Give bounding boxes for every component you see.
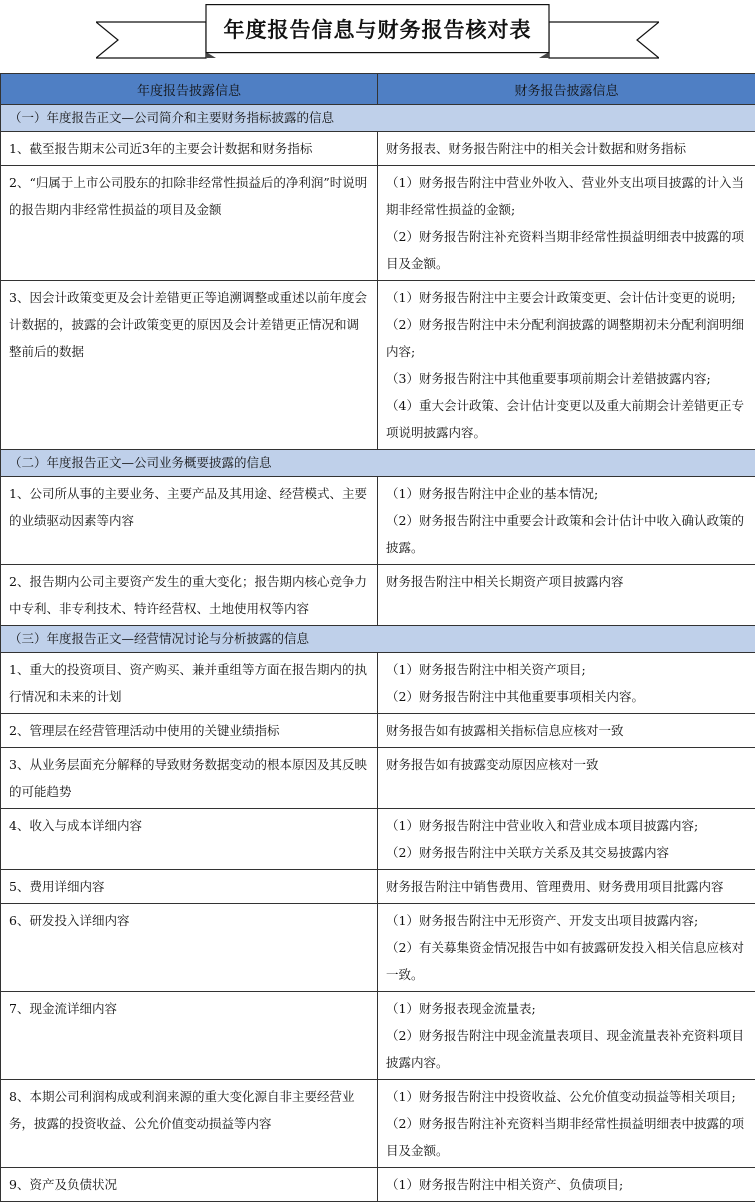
section-heading-row	[1, 626, 755, 653]
annual-report-cell: 2、管理层在经营管理活动中使用的关键业绩指标	[1, 714, 378, 748]
financial-report-item: （1）财务报告附注中主要会计政策变更、会计估计变更的说明;	[386, 284, 747, 311]
financial-report-item: 财务报表、财务报告附注中的相关会计数据和财务指标	[386, 135, 747, 162]
title-banner	[96, 4, 659, 60]
financial-report-item: （3）财务报告附注中其他重要事项前期会计差错披露内容;	[386, 365, 747, 392]
table-row	[1, 653, 755, 714]
section-heading-row	[1, 450, 755, 477]
financial-report-cell	[378, 748, 755, 809]
table-row	[1, 904, 755, 992]
financial-report-item: （2）财务报告附注中现金流量表项目、现金流量表补充资料项目披露内容。	[386, 1022, 747, 1076]
annual-report-cell: 9、资产及负债状况	[1, 1168, 378, 1202]
financial-report-cell	[378, 870, 755, 904]
table-header-row	[1, 74, 755, 105]
annual-report-cell: 2、“归属于上市公司股东的扣除非经常性损益后的净利润”时说明的报告期内非经常性损益的项目及金额	[1, 166, 378, 281]
annual-report-cell: 1、截至报告期末公司近3年的主要会计数据和财务指标	[1, 132, 378, 166]
annual-report-cell: 6、研发投入详细内容	[1, 904, 378, 992]
financial-report-item: （1）财务报告附注中无形资产、开发支出项目披露内容;	[386, 907, 747, 934]
financial-report-item: （1）财务报告附注中营业外收入、营业外支出项目披露的计入当期非经常性损益的金额;	[386, 169, 747, 223]
table-row	[1, 714, 755, 748]
financial-report-item: （2）财务报告附注补充资料当期非经常性损益明细表中披露的项目及金额。	[386, 1110, 747, 1164]
financial-report-cell	[378, 714, 755, 748]
financial-report-cell	[378, 477, 755, 565]
financial-report-cell	[378, 281, 755, 450]
financial-report-item: （2）财务报告附注中其他重要事项相关内容。	[386, 683, 747, 710]
financial-report-item: 财务报告如有披露相关指标信息应核对一致	[386, 717, 747, 744]
annual-report-cell: 1、重大的投资项目、资产购买、兼并重组等方面在报告期内的执行情况和未来的计划	[1, 653, 378, 714]
section-heading: （三）年度报告正文—经营情况讨论与分析披露的信息	[1, 626, 755, 653]
annual-report-cell: 8、本期公司利润构成或利润来源的重大变化源自非主要经营业务，披露的投资收益、公允价值变动损益等内容	[1, 1080, 378, 1168]
annual-report-cell: 5、费用详细内容	[1, 870, 378, 904]
financial-report-item: （2）财务报告附注中未分配利润披露的调整期初未分配利润明细内容;	[386, 311, 747, 365]
financial-report-cell	[378, 992, 755, 1080]
header-financial-report: 财务报告披露信息	[378, 74, 755, 105]
check-table	[0, 73, 755, 1202]
financial-report-item: （2）有关募集资金情况报告中如有披露研发投入相关信息应核对一致。	[386, 934, 747, 988]
financial-report-item: （4）重大会计政策、会计估计变更以及重大前期会计差错更正专项说明披露内容。	[386, 392, 747, 446]
financial-report-item: （1）财务报告附注中企业的基本情况;	[386, 480, 747, 507]
section-heading: （一）年度报告正文—公司简介和主要财务指标披露的信息	[1, 105, 755, 132]
financial-report-item: 财务报告如有披露变动原因应核对一致	[386, 751, 747, 778]
annual-report-cell: 3、因会计政策变更及会计差错更正等追溯调整或重述以前年度会计数据的，披露的会计政策变更的原因及会计差错更正情况和调整前后的数据	[1, 281, 378, 450]
financial-report-cell	[378, 132, 755, 166]
financial-report-item: （1）财务报告附注中相关资产、负债项目;	[386, 1171, 747, 1198]
page-title: 年度报告信息与财务报告核对表	[206, 4, 549, 54]
financial-report-item: （1）财务报告附注中相关资产项目;	[386, 656, 747, 683]
financial-report-item: （1）财务报告附注中营业收入和营业成本项目披露内容;	[386, 812, 747, 839]
table-row	[1, 132, 755, 166]
annual-report-cell: 1、公司所从事的主要业务、主要产品及其用途、经营模式、主要的业绩驱动因素等内容	[1, 477, 378, 565]
financial-report-cell	[378, 653, 755, 714]
table-row	[1, 565, 755, 626]
financial-report-item: （2）财务报告附注中重要会计政策和会计估计中收入确认政策的披露。	[386, 507, 747, 561]
table-row	[1, 1168, 755, 1202]
annual-report-cell: 3、从业务层面充分解释的导致财务数据变动的根本原因及其反映的可能趋势	[1, 748, 378, 809]
financial-report-item: （2）财务报告附注中关联方关系及其交易披露内容	[386, 839, 747, 866]
table-row	[1, 1080, 755, 1168]
financial-report-cell	[378, 565, 755, 626]
table-row	[1, 992, 755, 1080]
section-heading-row	[1, 105, 755, 132]
annual-report-cell: 2、报告期内公司主要资产发生的重大变化；报告期内核心竞争力中专利、非专利技术、特许经营权、土地使用权等内容	[1, 565, 378, 626]
section-heading: （二）年度报告正文—公司业务概要披露的信息	[1, 450, 755, 477]
financial-report-cell	[378, 1168, 755, 1202]
table-row	[1, 166, 755, 281]
financial-report-item: 财务报告附注中销售费用、管理费用、财务费用项目批露内容	[386, 873, 747, 900]
financial-report-cell	[378, 166, 755, 281]
table-row	[1, 281, 755, 450]
table-row	[1, 477, 755, 565]
financial-report-item: 财务报告附注中相关长期资产项目披露内容	[386, 568, 747, 595]
financial-report-cell	[378, 904, 755, 992]
financial-report-item: （1）财务报告附注中投资收益、公允价值变动损益等相关项目;	[386, 1083, 747, 1110]
annual-report-cell: 4、收入与成本详细内容	[1, 809, 378, 870]
header-annual-report: 年度报告披露信息	[1, 74, 378, 105]
financial-report-cell	[378, 809, 755, 870]
annual-report-cell: 7、现金流详细内容	[1, 992, 378, 1080]
financial-report-item: （2）财务报告附注补充资料当期非经常性损益明细表中披露的项目及金额。	[386, 223, 747, 277]
table-row	[1, 870, 755, 904]
financial-report-cell	[378, 1080, 755, 1168]
table-row	[1, 809, 755, 870]
table-row	[1, 748, 755, 809]
financial-report-item: （1）财务报表现金流量表;	[386, 995, 747, 1022]
